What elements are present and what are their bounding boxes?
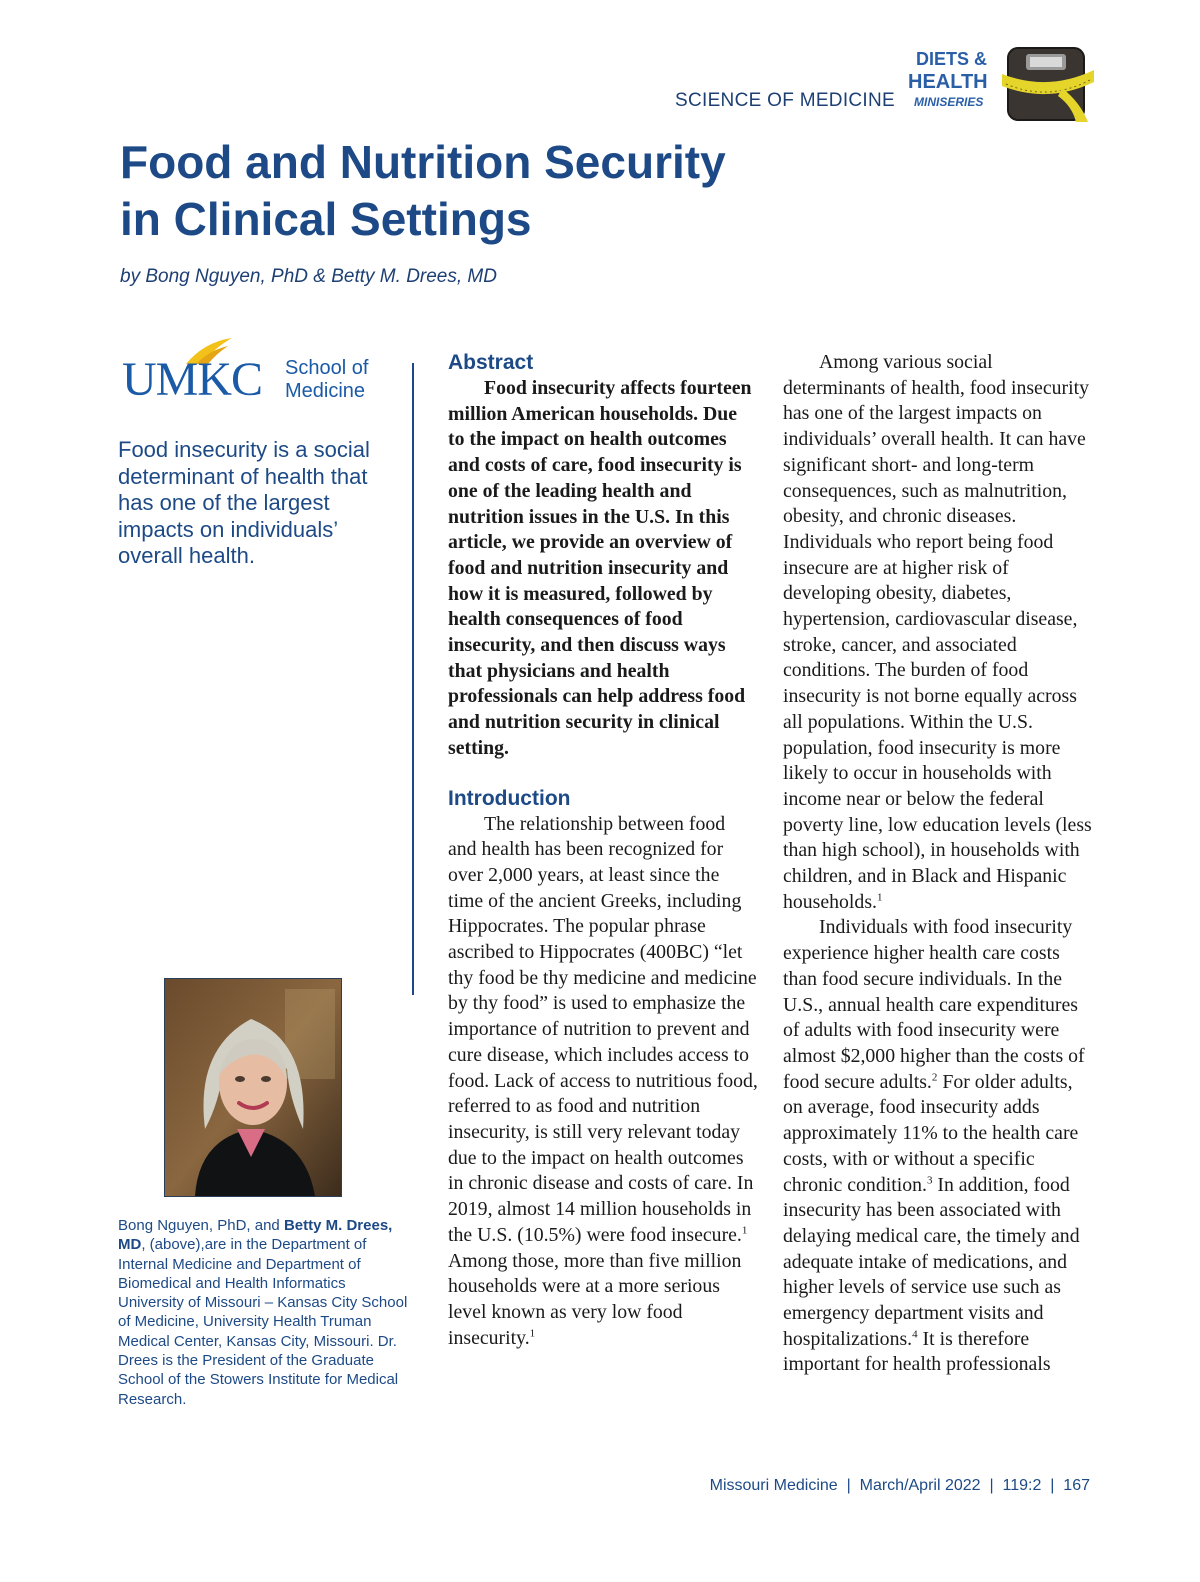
- intro-paragraph-2: [783, 350, 1093, 915]
- citation-ref: 1: [741, 1224, 748, 1237]
- abstract-heading: Abstract: [448, 351, 534, 374]
- column-divider: [412, 363, 414, 995]
- intro-paragraph-3: [783, 915, 1093, 1378]
- diets-health-miniseries-logo: [908, 44, 1093, 124]
- introduction-heading: Introduction: [448, 786, 571, 810]
- author-portrait: [164, 978, 342, 1197]
- author-caption: [118, 1216, 413, 1409]
- caption-bold-name: Betty M. Drees, MD: [118, 1217, 393, 1254]
- umkc-wordmark: UMKC: [122, 353, 263, 406]
- caption-prefix: Bong Nguyen, PhD, and: [118, 1217, 284, 1234]
- volume-issue: 119:2: [1002, 1477, 1042, 1494]
- citation-ref: 1: [529, 1327, 536, 1340]
- intro-paragraph-1: [448, 812, 758, 1352]
- intro-p1-text-b: Among those, more than five million households were at a more serious level known as very low food insecurity.: [448, 1249, 742, 1349]
- article-title: [120, 134, 820, 248]
- page-number: 167: [1063, 1477, 1090, 1494]
- footer-separator: |: [1041, 1477, 1064, 1494]
- series-logo-line1: DIETS &: [916, 49, 988, 69]
- byline: by Bong Nguyen, PhD & Betty M. Drees, MD: [120, 266, 497, 287]
- section-label: SCIENCE OF MEDICINE: [675, 90, 895, 111]
- pull-quote: Food insecurity is a social determinant of health that has one of the largest impacts on individuals’ overall health.: [118, 437, 370, 568]
- journal-name: Missouri Medicine: [709, 1477, 838, 1494]
- intro-p3-text-c: In addition, food insecurity has been associated with delaying medical care, the timely and adequate intake of medications, and higher levels of service use such as emergency department visits and hospitalizations.: [783, 1173, 1080, 1350]
- right-column: [783, 350, 1093, 1378]
- series-logo-line3: MINISERIES: [914, 95, 984, 109]
- bathroom-scale-icon: [1002, 44, 1094, 124]
- intro-p1-text-a: The relationship between food and health has been recognized for over 2,000 years, at least since the time of the ancient Greeks, including Hippocrates. The popular phrase ascribed to Hippocrates (400BC) “let thy food be thy medicine and medicine by thy food” is used to emphasize the importance of nutrition to prevent and cure disease, which includes access to food. Lack of access to nutritious food, referred to as food and nutrition insecurity, is still very relevant today due to the impact on health outcomes in chronic disease and costs of care. In 2019, almost 14 million households in the U.S. (10.5%) were food insecure.: [448, 812, 758, 1246]
- intro-p2-text: Among various social determinants of health, food insecurity has one of the largest impacts on individuals’ overall health. It can have significant short- and long-term consequences, such as malnutrition, obesity, and chronic diseases. Individuals who report being food insecure are at higher risk of developing obesity, diabetes, hypertension, cardiovascular disease, stroke, cancer, and associated conditions. The burden of food insecurity is not borne equally across all populations. Within the U.S. population, food insecurity is more likely to occur in households with income near or below the federal poverty line, low education levels (less than high school), in households with children, and in Black and Hispanic households.: [783, 351, 1092, 913]
- article-title-line1: Food and Nutrition Security: [120, 136, 726, 188]
- page-footer: [710, 1477, 1090, 1495]
- citation-ref: 1: [876, 891, 883, 904]
- issue-date: March/April 2022: [859, 1477, 981, 1494]
- citation-ref: 2: [931, 1071, 938, 1084]
- umkc-school-of-medicine-logo: [122, 336, 382, 408]
- footer-separator: |: [837, 1477, 860, 1494]
- umkc-school-of: School of: [285, 357, 369, 379]
- caption-rest: , (above),are in the Department of Internal Medicine and Department of Biomedical and Health Informatics University of Missouri – Kansas City School of Medicine, University Health Truman Medical Center, Kansas City, Missouri. Dr. Drees is the President of the Graduate School of the Stowers Institute for Medical Research.: [118, 1236, 408, 1408]
- middle-column: [448, 350, 758, 1351]
- citation-ref: 3: [926, 1173, 933, 1186]
- footer-separator: |: [980, 1477, 1003, 1494]
- intro-p3-text-b: For older adults, on average, food insecurity adds approximately 11% to the health care costs, with or without a specific chronic condition.: [783, 1070, 1079, 1196]
- series-logo-line2: HEALTH: [908, 71, 988, 93]
- citation-ref: 4: [912, 1328, 918, 1341]
- article-title-line2: in Clinical Settings: [120, 193, 532, 245]
- intro-p3-text-d: It is therefore important for health professionals: [783, 1327, 1051, 1376]
- umkc-medicine: Medicine: [285, 380, 366, 402]
- abstract-text: Food insecurity affects fourteen million American households. Due to the impact on health outcomes and costs of care, food insecurity is one of the leading health and nutrition issues in the U.S. In this article, we provide an overview of food and nutrition insecurity and how it is measured, followed by health consequences of food insecurity, and then discuss ways that physicians and health professionals can help address food and nutrition security in clinical setting.: [448, 377, 752, 759]
- intro-p3-text-a: Individuals with food insecurity experience higher health care costs than food secure individuals. In the U.S., annual health care expenditures of adults with food insecurity were almost $2,000 higher than the costs of food secure adults.: [783, 916, 1085, 1093]
